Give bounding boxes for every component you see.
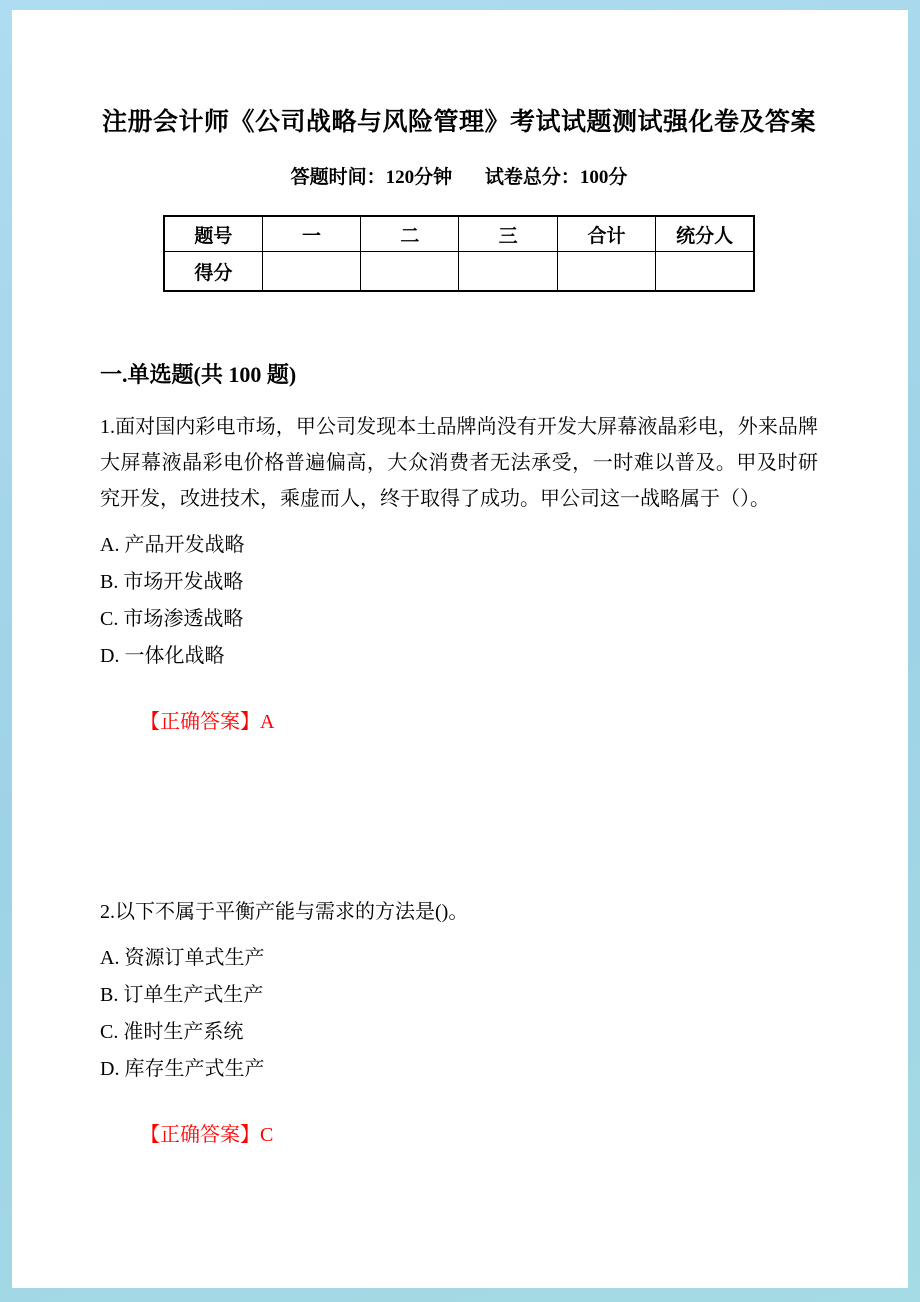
score-row-label: 得分 bbox=[164, 252, 262, 292]
score-cell bbox=[557, 252, 655, 292]
score-header-scorer: 统分人 bbox=[656, 216, 754, 252]
document-page bbox=[12, 10, 908, 1288]
question-1-option-d: D. 一体化战略 bbox=[100, 645, 225, 667]
question-1-option-a: A. 产品开发战略 bbox=[100, 534, 245, 556]
score-header-part-1: 一 bbox=[262, 216, 360, 252]
question-1 bbox=[100, 409, 818, 734]
exam-meta bbox=[100, 162, 818, 189]
exam-total-score: 试卷总分：100分 bbox=[484, 167, 628, 188]
score-cell bbox=[262, 252, 360, 292]
question-2-option-a: A. 资源订单式生产 bbox=[100, 947, 265, 969]
exam-time: 答题时间：120分钟 bbox=[290, 167, 453, 188]
question-2-option-b: B. 订单生产式生产 bbox=[100, 984, 264, 1006]
question-2-option-d: D. 库存生产式生产 bbox=[100, 1058, 265, 1080]
answer-label: 【正确答案】 bbox=[140, 1124, 260, 1146]
question-1-option-c: C. 市场渗透战略 bbox=[100, 608, 244, 630]
score-cell bbox=[361, 252, 459, 292]
question-1-option-b: B. 市场开发战略 bbox=[100, 571, 244, 593]
question-2-stem: 2.以下不属于平衡产能与需求的方法是()。 bbox=[100, 901, 469, 923]
answer-value: C bbox=[260, 1124, 274, 1146]
question-2-option-c: C. 准时生产系统 bbox=[100, 1021, 244, 1043]
question-1-options bbox=[100, 527, 818, 675]
answer-label: 【正确答案】 bbox=[140, 711, 260, 733]
page-title: 注册会计师《公司战略与风险管理》考试试题测试强化卷及答案 bbox=[101, 109, 816, 136]
score-header-total: 合计 bbox=[557, 216, 655, 252]
section-heading: 一.单选题(共 100 题) bbox=[100, 362, 297, 387]
score-table bbox=[163, 215, 755, 292]
question-1-stem: 1.面对国内彩电市场，甲公司发现本土品牌尚没有开发大屏幕液晶彩电，外来品牌大屏幕液晶彩电价格普遍偏高，大众消费者无法承受，一时难以普及。甲及时研究开发，改进技术，乘虚而人，终于取得了成功。甲公司这一战略属于（）。 bbox=[100, 416, 818, 510]
question-2-correct-answer bbox=[140, 1118, 818, 1147]
answer-value: A bbox=[260, 711, 275, 733]
score-header-question-no: 题号 bbox=[164, 216, 262, 252]
score-table-score-row bbox=[164, 252, 754, 292]
score-table-header-row bbox=[164, 216, 754, 252]
question-2 bbox=[100, 894, 818, 1147]
score-cell bbox=[459, 252, 557, 292]
score-header-part-3: 三 bbox=[459, 216, 557, 252]
question-1-correct-answer bbox=[140, 705, 818, 734]
score-header-part-2: 二 bbox=[361, 216, 459, 252]
question-2-options bbox=[100, 940, 818, 1088]
score-cell bbox=[656, 252, 754, 292]
